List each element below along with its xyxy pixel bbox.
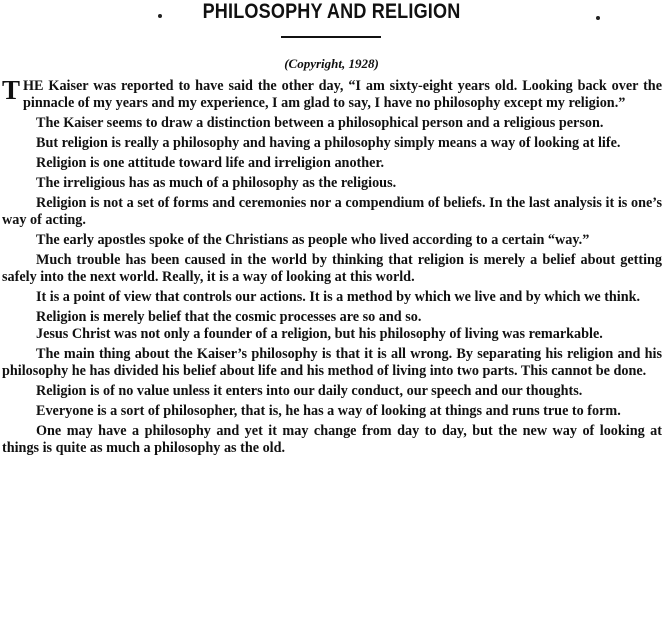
paragraph-14: Everyone is a sort of philosopher, that is, he has a way of looking at things and runs true to form. <box>36 403 621 419</box>
article-title: PHILOSOPHY AND RELIGION <box>202 0 461 23</box>
paragraph-10: Religion is merely belief that the cosmic processes are so and so. <box>36 309 422 325</box>
paragraph-7: The early apostles spoke of the Christians as people who lived according to a certain “way.” <box>36 232 590 248</box>
print-speck <box>158 14 162 18</box>
paragraph-2: The Kaiser seems to draw a distinction between a philosophical person and a religious person. <box>36 115 604 131</box>
article-body <box>2 75 662 460</box>
paragraph-15: One may have a philosophy and yet it may change from day to day, but the new way of looking at things is quite as much a philosophy as the old. <box>2 423 662 456</box>
title-rule <box>281 36 381 38</box>
paragraph-8: Much trouble has been caused in the world by thinking that religion is merely a belief about getting safely into the next world. Really, it is a way of looking at this world. <box>2 252 662 285</box>
print-speck <box>596 16 600 20</box>
paragraph-9: It is a point of view that controls our actions. It is a method by which we live and by which we think. <box>36 289 641 305</box>
paragraph-1 <box>2 75 662 112</box>
paragraph-11: Jesus Christ was not only a founder of a religion, but his philosophy of living was remarkable. <box>36 326 603 342</box>
paragraph-1-text: HE Kaiser was reported to have said the other day, “I am sixty-eight years old. Looking back over the pinnacle of my years and my experience, I am glad to say, I have no philosophy except my religion.” <box>23 78 662 111</box>
paragraph-6: Religion is not a set of forms and ceremonies nor a compendium of beliefs. In the last analysis it is one’s way of acting. <box>2 195 662 228</box>
paragraph-4: Religion is one attitude toward life and irreligion another. <box>36 155 384 171</box>
copyright-line: (Copyright, 1928) <box>284 56 379 71</box>
paragraph-3: But religion is really a philosophy and having a philosophy simply means a way of looking at life. <box>36 135 621 151</box>
paragraph-13: Religion is of no value unless it enters into our daily conduct, our speech and our thoughts. <box>36 383 583 399</box>
paragraph-5: The irreligious has as much of a philosophy as the religious. <box>36 175 397 191</box>
paragraph-12: The main thing about the Kaiser’s philosophy is that it is all wrong. By separating his religion and his philosophy he has divided his belief about life and his method of living into two parts. This cannot be done. <box>2 346 662 379</box>
drop-cap: T <box>2 75 21 105</box>
